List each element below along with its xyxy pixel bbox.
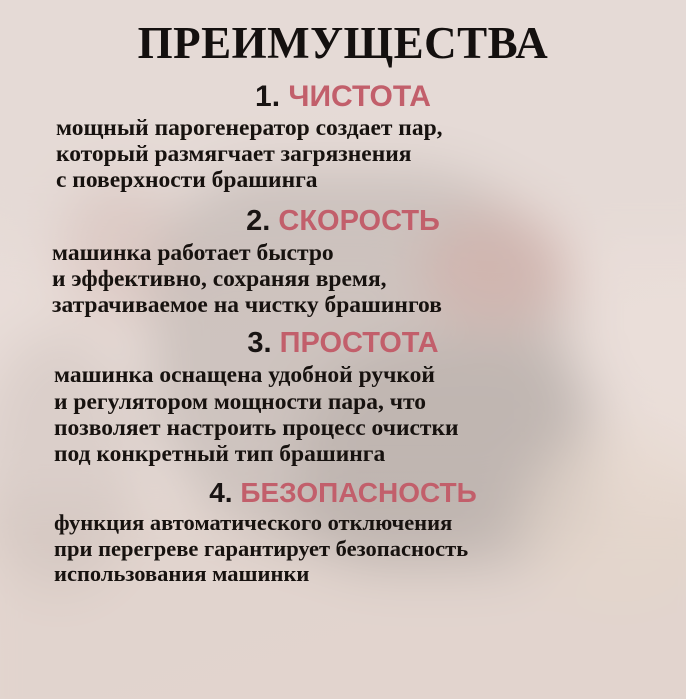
benefit-item: [16, 206, 670, 319]
benefit-number: 4.: [209, 476, 233, 508]
benefit-number: 3.: [247, 327, 272, 360]
benefit-heading: [16, 206, 670, 238]
benefit-line: мощный парогенератор создает пар,: [56, 114, 443, 141]
benefit-title: БЕЗОПАСНОСТЬ: [240, 476, 477, 508]
page-title: ПРЕИМУЩЕСТВА: [137, 18, 549, 68]
benefit-number: 1.: [255, 79, 281, 113]
benefit-body: [16, 115, 670, 194]
benefit-line: затрачиваемое на чистку брашингов: [52, 292, 442, 319]
benefit-line: позволяет настроить процесс очистки: [54, 414, 459, 441]
benefit-title: СКОРОСТЬ: [278, 204, 440, 237]
benefit-heading: [16, 80, 670, 113]
benefit-line: машинка оснащена удобной ручкой: [54, 362, 435, 389]
benefit-line: и регулятором мощности пара, что: [54, 388, 426, 415]
benefit-item: [16, 478, 670, 586]
benefit-line: машинка работает быстро: [52, 239, 334, 266]
benefit-body: [16, 510, 670, 586]
benefit-line: при перегреве гарантирует безопасность: [54, 535, 469, 561]
benefit-heading: [16, 478, 670, 509]
benefit-title: ПРОСТОТА: [279, 327, 439, 360]
benefit-title: ЧИСТОТА: [288, 79, 431, 113]
benefit-item: [16, 80, 670, 194]
benefit-number: 2.: [246, 204, 271, 237]
benefit-line: использования машинки: [54, 560, 310, 586]
benefit-line: под конкретный тип брашинга: [54, 441, 386, 468]
benefit-body: [16, 240, 670, 319]
benefit-line: который размягчает загрязнения: [56, 141, 412, 167]
benefit-line: функция автоматического отключения: [54, 510, 453, 536]
benefit-heading: [16, 328, 670, 360]
benefit-line: с поверхности брашинга: [56, 167, 318, 194]
benefit-item: [16, 328, 670, 467]
benefit-body: [16, 362, 670, 467]
benefit-line: и эффективно, сохраняя время,: [52, 265, 387, 292]
